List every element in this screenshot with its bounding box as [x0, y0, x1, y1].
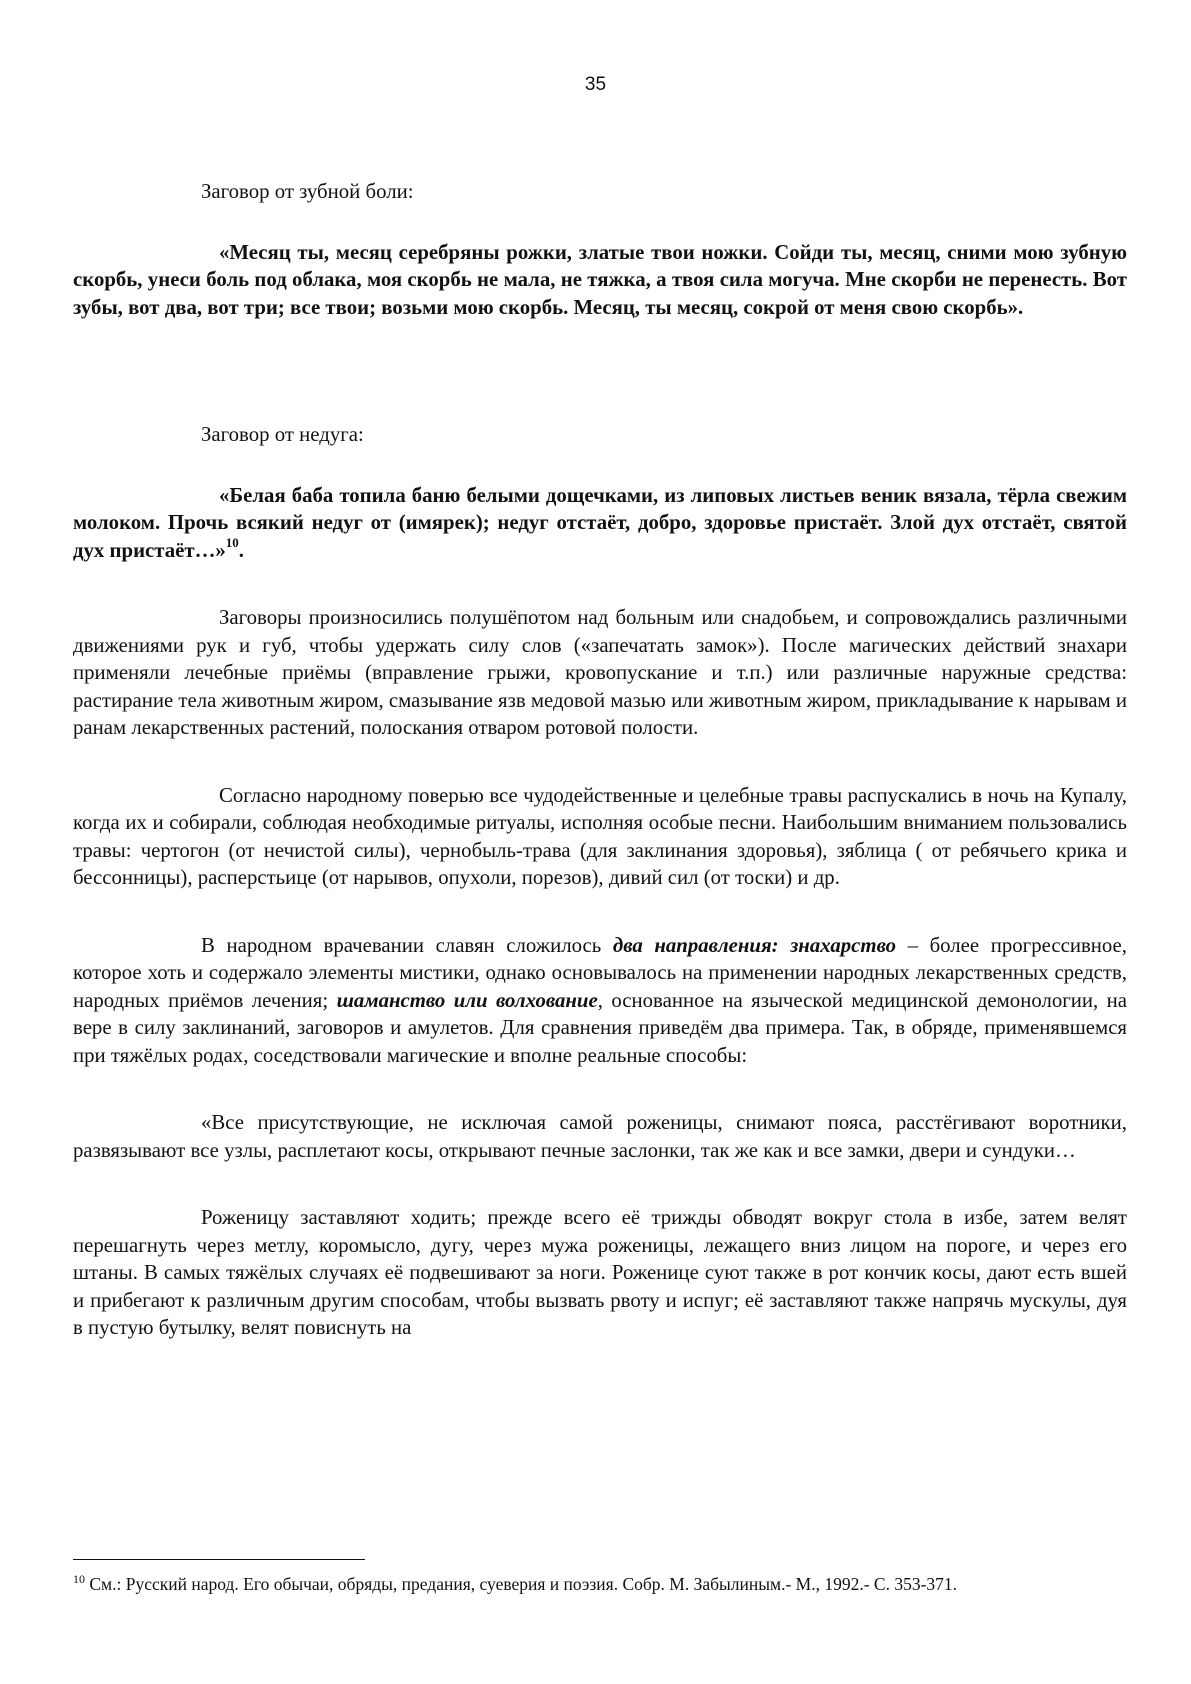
paragraph-whispered-charms: Заговоры произносились полушёпотом над больным или снадобьем, и сопровождались различными движениями рук и губ, чтобы удержать силу слов («запечатать замок»). После магических действий знахари применяли лечебные приёмы (вправление грыжи, кровопускание и т.п.) или различные наружные средства: растирание тела животным жиром, смазывание язв медовой мазью или животным жиром, прикладывание к нарывам и ранам лекарственных растений, полоскания отваром ротовой полости. — [73, 606, 1127, 739]
emphasis-folk-healing: два направления: знахарство — [612, 933, 896, 957]
incantation-toothache: «Месяц ты, месяц серебряны рожки, златые твои ножки. Сойди ты, месяц, сними мою зубную скорбь, унеси боль под облака, моя скорбь не мала, не тяжка, а твоя сила могуча. Мне скорби не перенесть. Вот зубы, вот два, вот три; все твои; возьми мою скорбь. Месяц, ты месяц, сокрой от меня свою скорбь». — [73, 240, 1127, 319]
incantation-ailment — [73, 482, 1127, 565]
quote-childbirth-continued: Роженицу заставляют ходить; прежде всего её трижды обводят вокруг стола в избе, затем велят перешагнуть через метлу, коромысло, дугу, через мужа роженицы, лежащего вниз лицом на пороге, и через его штаны. В самых тяжёлых случаях её подвешивают за ноги. Роженице суют также в рот кончик косы, дают есть вшей и прибегают к различным другим способам, чтобы вызвать рвоту и испуг; её заставляют также напрячь мускулы, дуя в пустую бутылку, велят повиснуть на — [73, 1206, 1127, 1339]
footnote-separator — [73, 1559, 365, 1560]
page-body — [73, 178, 1127, 1342]
footnote-number: 10 — [73, 1572, 85, 1587]
footnote-text: См.: Русский народ. Его обычаи, обряды, предания, суеверия и поэзия. Собр. М. Забылиным.- М., 1992.- С. 353-371. — [85, 1574, 958, 1594]
section-heading-toothache: Заговор от зубной боли: — [201, 180, 414, 203]
section-heading-ailment: Заговор от недуга: — [201, 423, 364, 446]
two-directions-text-b: – более прогрессивное, которое хоть и содержало элементы мистики, однако основывалось на применении народных лекарственных средств, народных приёмов лечения; — [73, 933, 1127, 1012]
footnote-reference[interactable]: 10 — [225, 534, 239, 550]
paragraph-healing-herbs: Согласно народному поверью все чудодейственные и целебные травы распускались в ночь на Купалу, когда их и собирали, соблюдая необходимые ритуалы, исполняя особые песни. Наибольшим вниманием пользовались травы: чертогон (от нечистой силы), чернобыль-трава (для заклинания здоровья), зяблица ( от ребячьего крика и бессонницы), расперстьице (от нарывов, опухоли, порезов), дивий сил (от тоски) и др. — [73, 783, 1127, 889]
quote-childbirth-ritual: «Все присутствующие, не исключая самой роженицы, снимают пояса, расстёгивают воротники, развязывают все узлы, расплетают косы, открывают печные заслонки, так же как и все замки, двери и сундуки… — [73, 1111, 1127, 1162]
footnote — [73, 1572, 1127, 1596]
two-directions-text-c: , основанное на языческой медицинской демонологии, на вере в силу заклинаний, заговоров и амулетов. Для сравнения приведём два примера. Так, в обряде, применявшемся при тяжёлых родах, соседствовали магические и вполне реальные способы: — [73, 988, 1128, 1067]
incantation-ailment-end: . — [238, 538, 244, 562]
emphasis-shamanism: шаманство или волхование — [336, 988, 598, 1012]
two-directions-text-a: В народном врачевании славян сложилось — [201, 933, 613, 957]
incantation-ailment-text: «Белая баба топила баню белыми дощечками, из липовых листьев веник вязала, тёрла свежим молоком. Прочь всякий недуг от (имярек); недуг отстаёт, добро, здоровье пристаёт. Злой дух отстаёт, святой дух пристаёт…» — [73, 483, 1127, 562]
page-number: 35 — [584, 74, 607, 95]
paragraph-two-directions — [73, 932, 1127, 1070]
